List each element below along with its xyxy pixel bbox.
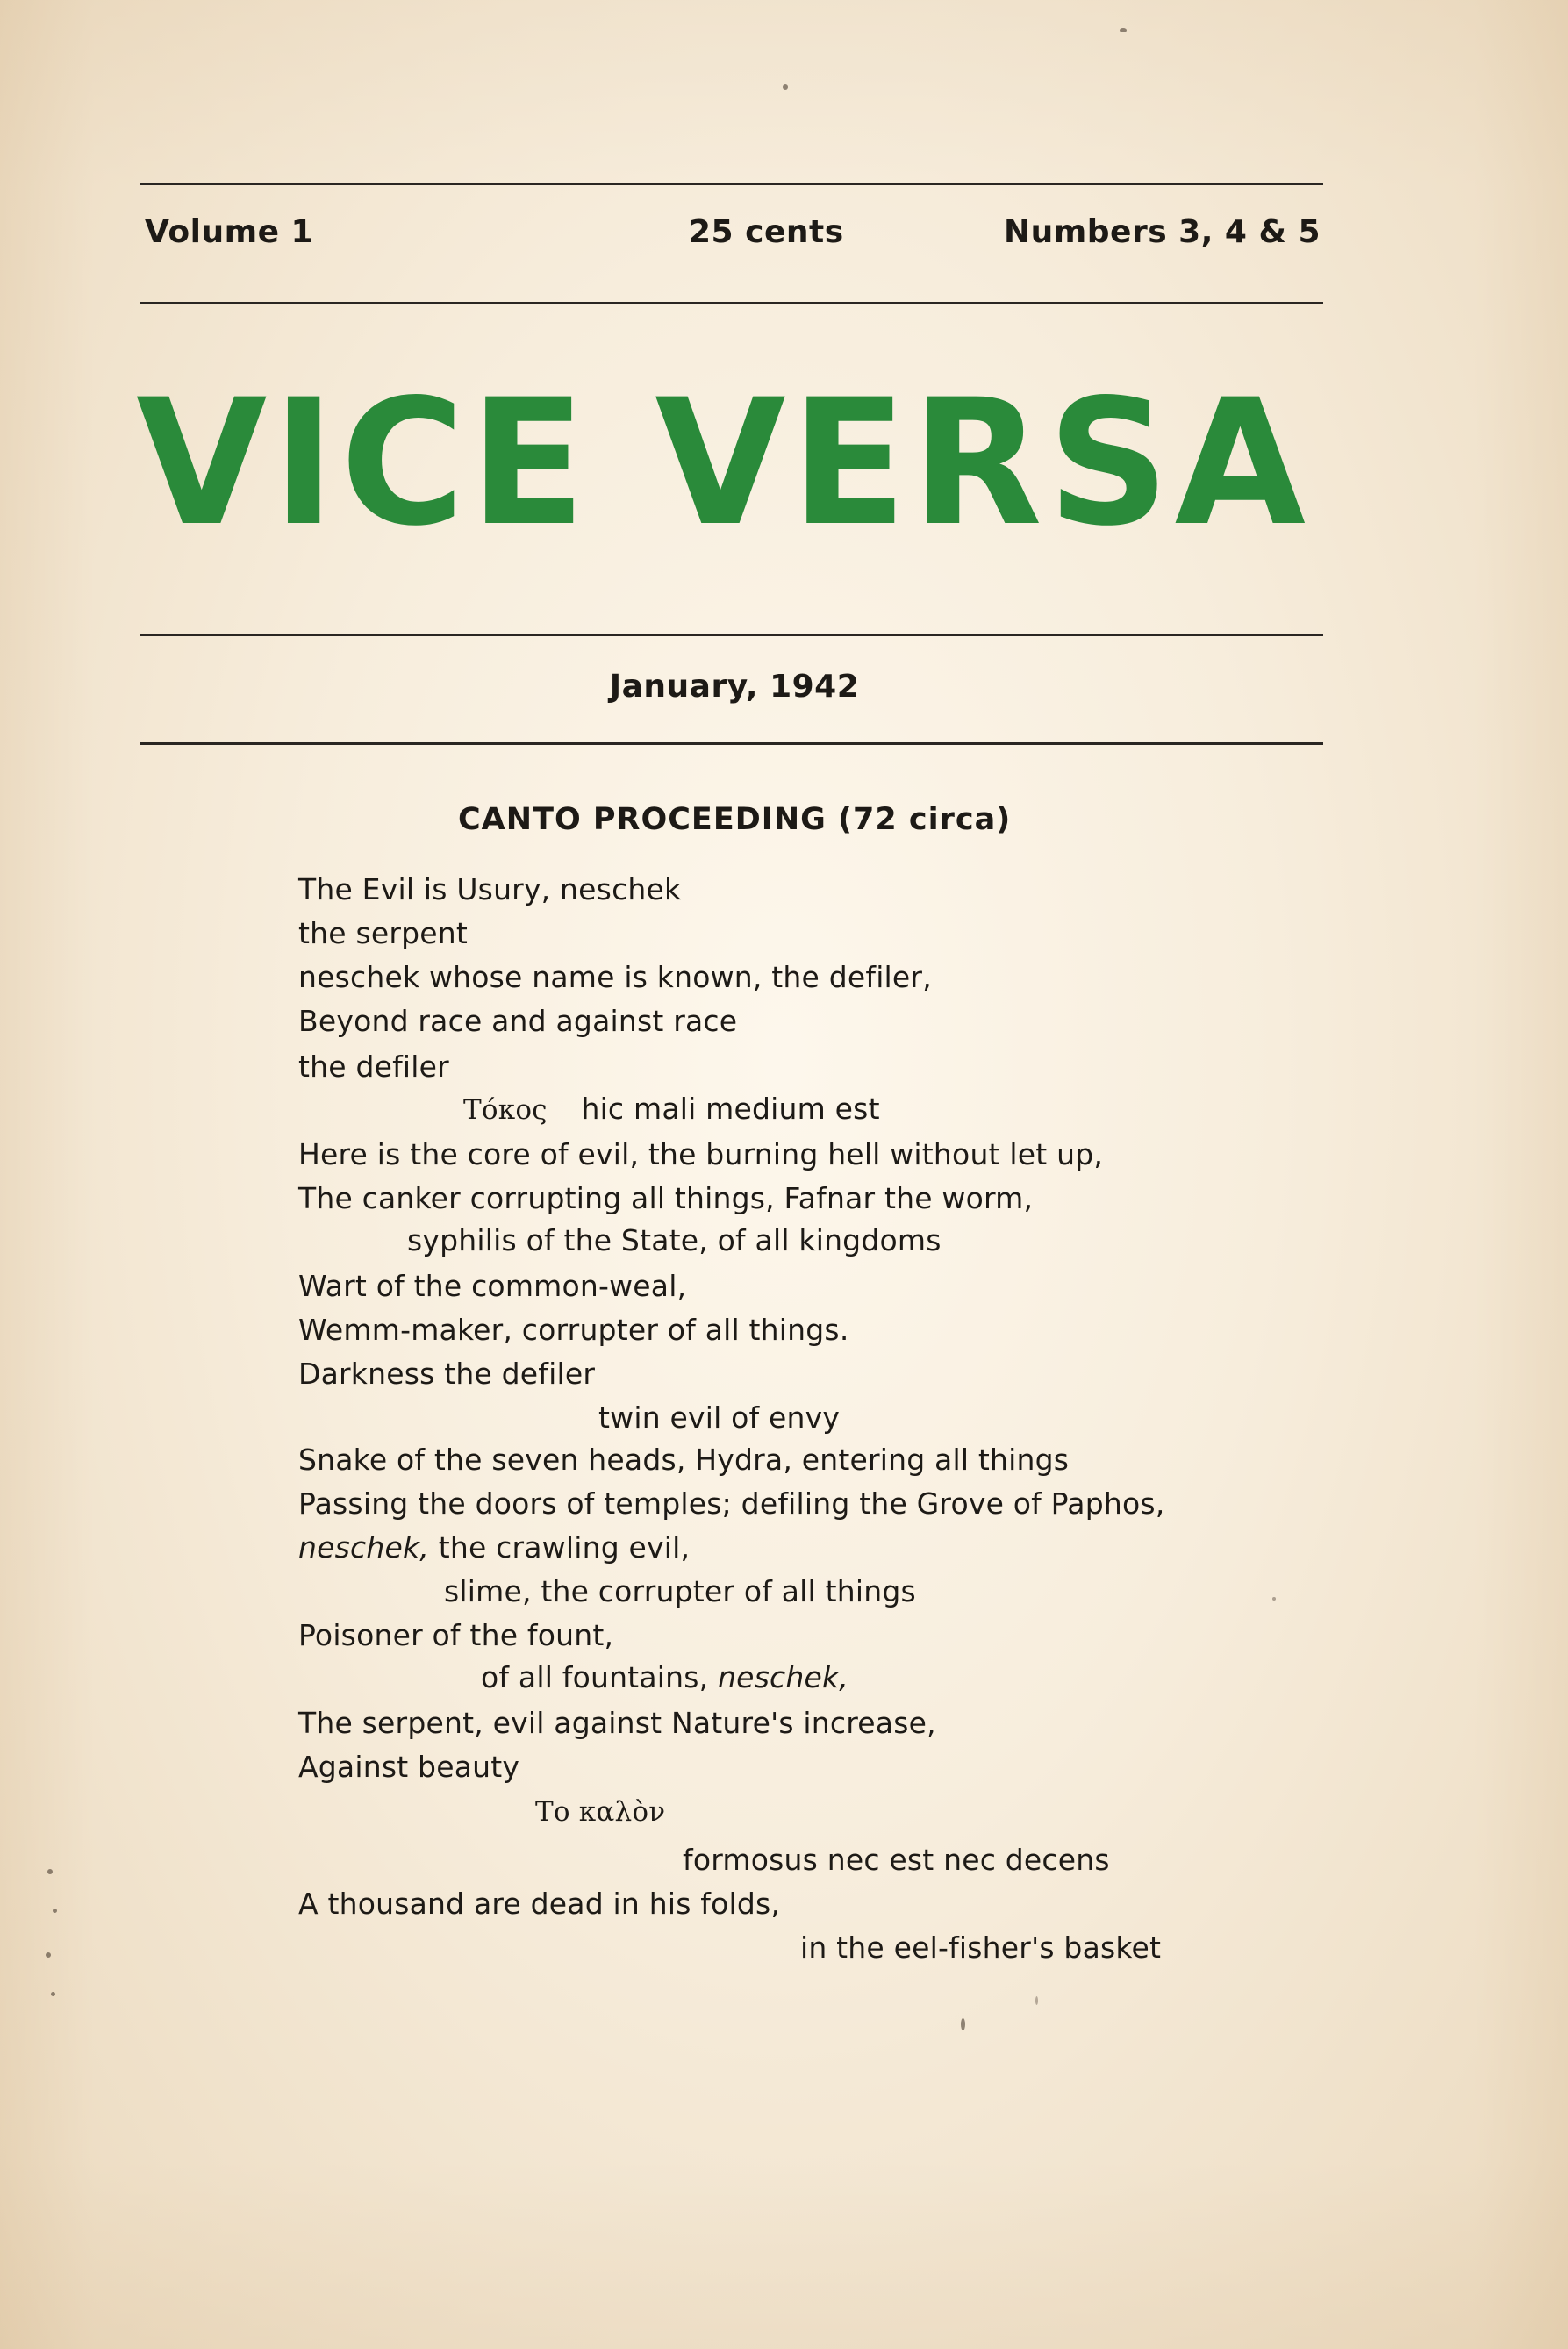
- issue-numbers-label: Numbers 3, 4 & 5: [1004, 214, 1321, 250]
- poem-line: [535, 1794, 665, 1828]
- poem-line: Wemm-maker, corrupter of all things.: [298, 1313, 849, 1347]
- price-label: 25 cents: [689, 214, 844, 250]
- poem-line: the defiler: [298, 1049, 449, 1084]
- poem-line: neschek whose name is known, the defiler,: [298, 960, 932, 994]
- poem-line: of all fountains, neschek,: [481, 1660, 848, 1694]
- poem-title: CANTO PROCEEDING (72 circa): [458, 802, 1012, 837]
- poem-line: Wart of the common-weal,: [298, 1269, 687, 1303]
- poem-line: in the eel-fisher's basket: [800, 1930, 1162, 1965]
- poem-line: Τόκος hic mali medium est: [463, 1092, 880, 1126]
- poem-line: Poisoner of the fount,: [298, 1618, 614, 1652]
- poem-line: The Evil is Usury, neschek: [298, 872, 682, 906]
- poem-line: Against beauty: [298, 1750, 520, 1784]
- greek-phrase: Το καλὸν: [535, 1796, 666, 1828]
- poem-line: Here is the core of evil, the burning hell without let up,: [298, 1137, 1104, 1171]
- poem-line: syphilis of the State, of all kingdoms: [407, 1223, 942, 1257]
- poem-line: Darkness the defiler: [298, 1357, 596, 1391]
- poem-line: A thousand are dead in his folds,: [298, 1887, 781, 1921]
- italic-word: neschek,: [298, 1530, 429, 1565]
- greek-word: Τόκος: [463, 1094, 548, 1126]
- poem-line: Beyond race and against race: [298, 1004, 738, 1038]
- poem-line: neschek, the crawling evil,: [298, 1530, 691, 1565]
- poem-line: slime, the corrupter of all things: [444, 1574, 916, 1608]
- poem-line: Passing the doors of temples; defiling the Grove of Paphos,: [298, 1486, 1165, 1521]
- poem-line: Snake of the seven heads, Hydra, entering all things: [298, 1443, 1070, 1477]
- poem-line: The serpent, evil against Nature's increase,: [298, 1706, 936, 1740]
- poem-line: the serpent: [298, 916, 469, 950]
- italic-word: neschek,: [718, 1660, 848, 1694]
- poem-line: The canker corrupting all things, Fafnar the worm,: [298, 1181, 1034, 1215]
- issue-date: January, 1942: [609, 669, 860, 705]
- magazine-title: VICE VERSA: [136, 362, 1311, 564]
- poem-line: twin evil of envy: [598, 1400, 841, 1435]
- poem-line: formosus nec est nec decens: [683, 1843, 1110, 1877]
- volume-label: Volume 1: [145, 214, 314, 250]
